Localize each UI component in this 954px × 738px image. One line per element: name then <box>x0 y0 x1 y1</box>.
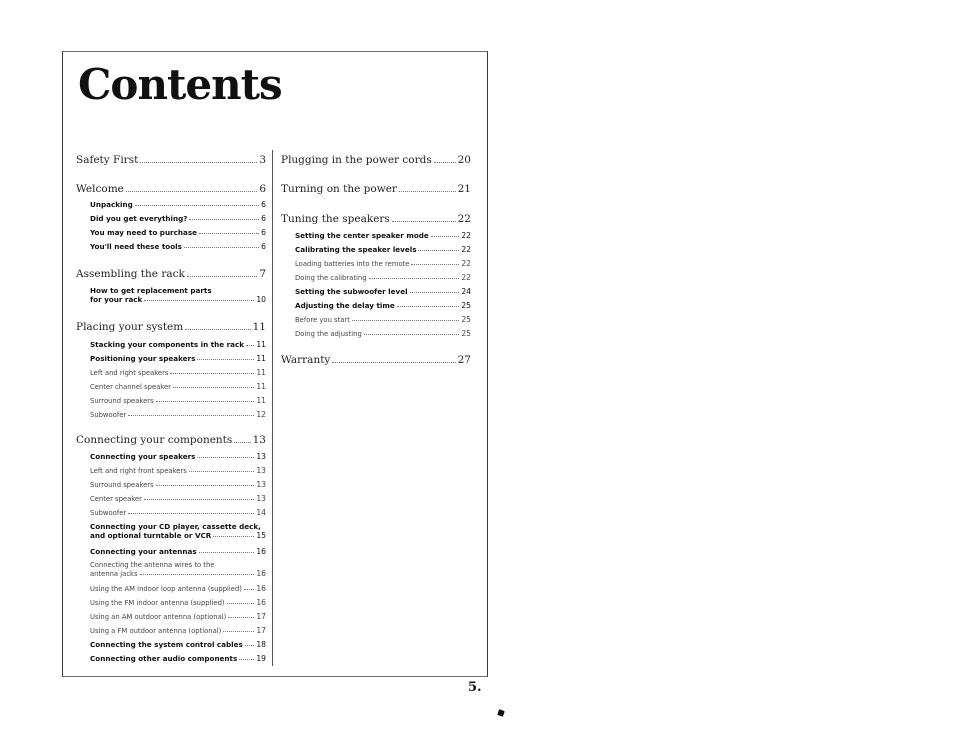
toc-entry <box>281 183 471 195</box>
toc-entry <box>76 354 266 363</box>
toc-entry-page: 11 <box>256 382 266 391</box>
dot-leader <box>410 292 460 293</box>
dot-leader <box>197 457 254 458</box>
toc-entry-page: 17 <box>256 626 266 635</box>
toc-entry-page: 15 <box>256 531 266 540</box>
dot-leader <box>128 415 254 416</box>
toc-entry-label: Assembling the rack <box>76 268 185 280</box>
toc-entry-label: Subwoofer <box>90 509 127 517</box>
dot-leader <box>156 485 255 486</box>
toc-entry <box>76 382 266 391</box>
dot-leader <box>140 162 257 163</box>
toc-entry-label: How to get replacement parts <box>90 286 212 295</box>
toc-entry <box>76 286 266 304</box>
dot-leader <box>213 536 254 537</box>
toc-entry-label: You may need to purchase <box>90 228 197 237</box>
toc-entry-label: Connecting the antenna wires to the <box>90 561 215 569</box>
dot-leader <box>239 659 254 660</box>
toc-entry-page: 3 <box>259 154 266 166</box>
toc-entry <box>76 612 266 621</box>
dot-leader <box>144 300 254 301</box>
toc-entry-page: 11 <box>256 396 266 405</box>
toc-entry-page: 22 <box>461 231 471 240</box>
toc-entry-label: Doing the calibrating <box>295 274 367 282</box>
toc-entry-page: 25 <box>461 301 471 310</box>
dot-leader <box>199 552 255 553</box>
toc-entry <box>76 242 266 251</box>
toc-entry-page: 17 <box>256 612 266 621</box>
dot-leader <box>418 250 459 251</box>
toc-entry-label: You'll need these tools <box>90 242 182 251</box>
dot-leader <box>369 278 460 279</box>
toc-entry-page: 22 <box>461 273 471 282</box>
toc-entry-label-continued: and optional turntable or VCR <box>90 531 212 540</box>
toc-entry <box>76 200 266 209</box>
toc-entry-label: Connecting your speakers <box>90 452 196 461</box>
toc-entry <box>76 434 266 446</box>
toc-entry-page: 16 <box>256 569 266 578</box>
toc-entry <box>76 228 266 237</box>
toc-entry-label: Placing your system <box>76 321 184 333</box>
dot-leader <box>392 221 456 222</box>
toc-entry-page: 11 <box>256 368 266 377</box>
dot-leader <box>332 362 455 363</box>
toc-entry-page: 18 <box>256 640 266 649</box>
toc-entry <box>281 329 471 338</box>
toc-entry <box>76 561 266 578</box>
toc-entry-page: 22 <box>461 259 471 268</box>
toc-entry <box>76 321 266 333</box>
toc-entry-page: 19 <box>256 654 266 663</box>
toc-entry <box>76 494 266 503</box>
toc-entry <box>281 354 471 366</box>
toc-entry-page: 11 <box>256 354 266 363</box>
toc-entry <box>76 626 266 635</box>
toc-entry-label: Connecting your CD player, cassette deck, <box>90 522 261 531</box>
corner-mark <box>497 709 505 717</box>
dot-leader <box>431 236 460 237</box>
toc-entry-label: Tuning the speakers <box>281 213 390 225</box>
toc-entry <box>281 154 471 166</box>
dot-leader <box>156 401 255 402</box>
dot-leader <box>434 162 456 163</box>
toc-entry <box>281 273 471 282</box>
toc-entry-label: Surround speakers <box>90 481 154 489</box>
column-divider <box>272 150 273 666</box>
toc-entry-label: Setting the subwoofer level <box>295 287 408 296</box>
toc-entry <box>76 183 266 195</box>
toc-entry-label: Calibrating the speaker levels <box>295 245 417 254</box>
toc-entry <box>281 315 471 324</box>
dot-leader <box>223 631 254 632</box>
toc-entry <box>281 301 471 310</box>
dot-leader <box>144 499 254 500</box>
toc-entry-label: Loading batteries into the remote <box>295 260 410 268</box>
toc-entry-page: 12 <box>256 410 266 419</box>
toc-entry-label: Using a FM outdoor antenna (optional) <box>90 627 222 635</box>
toc-entry-page: 11 <box>256 340 266 349</box>
toc-entry-page: 6 <box>261 228 266 237</box>
toc-entry-label: Connecting other audio components <box>90 654 238 663</box>
toc-entry-page: 13 <box>256 452 266 461</box>
toc-entry-label: Connecting your components <box>76 434 233 446</box>
toc-entry-page: 25 <box>461 329 471 338</box>
toc-entry-page: 10 <box>256 295 266 304</box>
toc-entry-page: 16 <box>256 598 266 607</box>
toc-entry-page: 14 <box>256 508 266 517</box>
toc-entry-label: Setting the center speaker mode <box>295 231 429 240</box>
toc-entry-page: 6 <box>261 242 266 251</box>
dot-leader <box>189 471 255 472</box>
toc-entry <box>76 396 266 405</box>
dot-leader <box>184 247 259 248</box>
toc-entry-page: 13 <box>256 494 266 503</box>
dot-leader <box>189 219 259 220</box>
toc-entry-label: Doing the adjusting <box>295 330 362 338</box>
toc-entry-page: 20 <box>457 154 471 166</box>
toc-entry-page: 7 <box>259 268 266 280</box>
dot-leader <box>135 205 259 206</box>
toc-entry <box>76 268 266 280</box>
dot-leader <box>187 276 257 277</box>
toc-entry-label: Turning on the power <box>281 183 397 195</box>
dot-leader <box>170 373 254 374</box>
dot-leader <box>228 617 254 618</box>
toc-entry-label: Subwoofer <box>90 411 127 419</box>
dot-leader <box>227 603 255 604</box>
toc-entry <box>281 259 471 268</box>
toc-entry-page: 22 <box>461 245 471 254</box>
page-title: Contents <box>78 60 282 109</box>
toc-entry <box>281 213 471 225</box>
dot-leader <box>173 387 254 388</box>
toc-entry-page: 22 <box>457 213 471 225</box>
toc-entry <box>76 410 266 419</box>
toc-entry <box>76 368 266 377</box>
toc-entry-label-continued: for your rack <box>90 295 143 304</box>
toc-entry <box>76 340 266 349</box>
dot-leader <box>397 306 460 307</box>
toc-entry-page: 13 <box>256 480 266 489</box>
toc-entry-label: Center channel speaker <box>90 383 171 391</box>
dot-leader <box>185 329 250 330</box>
toc-entry-label: Welcome <box>76 183 124 195</box>
toc-entry-label: Using the AM indoor loop antenna (supplied) <box>90 585 242 593</box>
toc-entry-label: Connecting the system control cables <box>90 640 243 649</box>
toc-entry-page: 21 <box>457 183 471 195</box>
toc-entry <box>76 640 266 649</box>
toc-entry-label: Surround speakers <box>90 397 154 405</box>
toc-entry-page: 6 <box>259 183 266 195</box>
toc-entry <box>76 480 266 489</box>
toc-entry-page: 16 <box>256 547 266 556</box>
toc-entry <box>76 466 266 475</box>
toc-entry <box>76 522 266 540</box>
toc-entry-page: 6 <box>261 200 266 209</box>
toc-entry-label: Warranty <box>281 354 331 366</box>
dot-leader <box>197 359 254 360</box>
dot-leader <box>199 233 259 234</box>
toc-entry <box>76 584 266 593</box>
toc-entry-page: 24 <box>461 287 471 296</box>
toc-entry-page: 13 <box>256 466 266 475</box>
dot-leader <box>411 264 459 265</box>
toc-entry-label: Unpacking <box>90 200 133 209</box>
toc-entry-label: Using an AM outdoor antenna (optional) <box>90 613 227 621</box>
toc-entry-label: Stacking your components in the rack <box>90 340 245 349</box>
toc-entry <box>76 214 266 223</box>
dot-leader <box>244 589 254 590</box>
toc-entry-page: 16 <box>256 584 266 593</box>
dot-leader <box>352 320 459 321</box>
dot-leader <box>140 574 255 575</box>
toc-entry-label: Left and right front speakers <box>90 467 187 475</box>
toc-entry-label: Safety First <box>76 154 139 166</box>
toc-entry-page: 13 <box>252 434 266 446</box>
dot-leader <box>234 442 250 443</box>
toc-entry <box>281 245 471 254</box>
toc-entry-label: Positioning your speakers <box>90 354 196 363</box>
dot-leader <box>364 334 460 335</box>
dot-leader <box>128 513 254 514</box>
toc-entry <box>281 231 471 240</box>
toc-entry <box>76 452 266 461</box>
toc-entry-label: Center speaker <box>90 495 142 503</box>
toc-entry <box>76 508 266 517</box>
dot-leader <box>246 345 254 346</box>
toc-entry-label: Connecting your antennas <box>90 547 197 556</box>
toc-entry-label: Using the FM indoor antenna (supplied) <box>90 599 225 607</box>
toc-entry <box>76 654 266 663</box>
toc-entry-label: Plugging in the power cords <box>281 154 432 166</box>
toc-entry-label: Did you get everything? <box>90 214 188 223</box>
toc-entry-page: 27 <box>457 354 471 366</box>
dot-leader <box>126 191 257 192</box>
toc-entry-label: Before you start <box>295 316 350 324</box>
toc-entry-page: 11 <box>252 321 266 333</box>
page-number: 5. <box>468 680 482 695</box>
toc-entry-page: 6 <box>261 214 266 223</box>
toc-entry <box>76 598 266 607</box>
toc-entry-label-continued: antenna jacks <box>90 570 138 578</box>
toc-entry <box>76 154 266 166</box>
toc-entry-label: Left and right speakers <box>90 369 169 377</box>
toc-entry-label: Adjusting the delay time <box>295 301 395 310</box>
toc-entry <box>281 287 471 296</box>
dot-leader <box>245 645 255 646</box>
toc-entry-page: 25 <box>461 315 471 324</box>
toc-entry <box>76 547 266 556</box>
dot-leader <box>399 191 456 192</box>
